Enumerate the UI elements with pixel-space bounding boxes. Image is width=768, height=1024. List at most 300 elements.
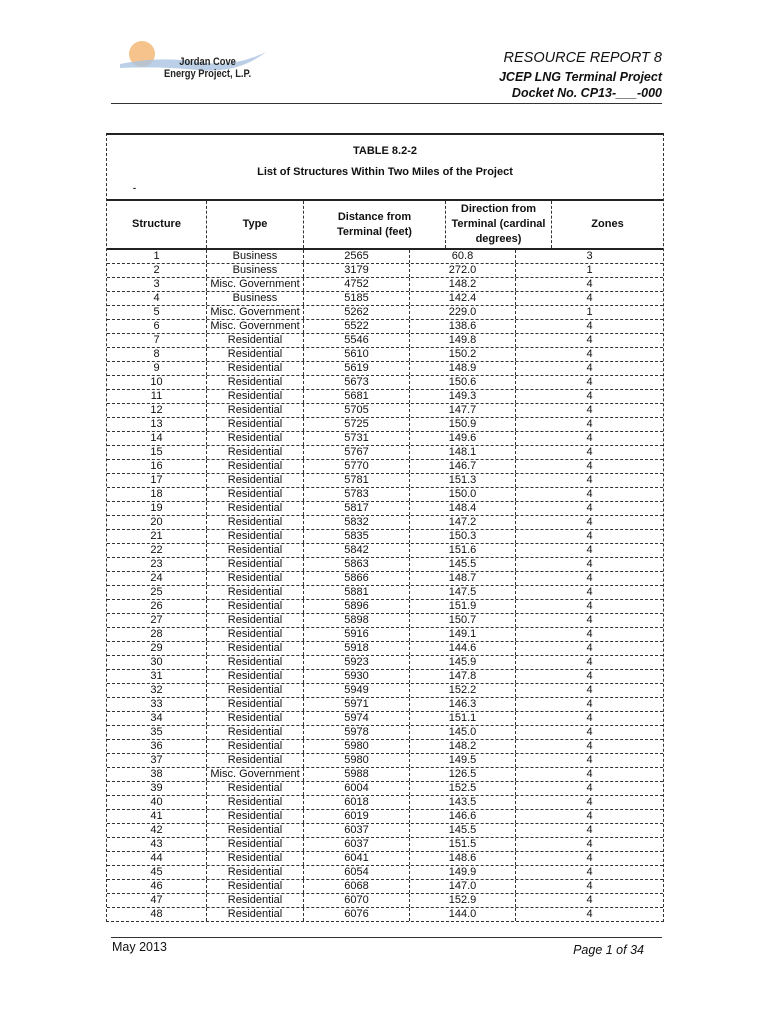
report-title: RESOURCE REPORT 8 xyxy=(503,50,662,66)
cell-direction: 151.6 xyxy=(410,544,516,557)
cell-distance: 5988 xyxy=(304,768,410,781)
cell-direction: 142.4 xyxy=(410,292,516,305)
cell-direction: 150.2 xyxy=(410,348,516,361)
cell-direction: 147.5 xyxy=(410,586,516,599)
table-header-row xyxy=(107,201,663,250)
cell-distance: 5978 xyxy=(304,726,410,739)
cell-type: Residential xyxy=(207,376,304,389)
cell-direction: 152.9 xyxy=(410,894,516,907)
cell-zones: 4 xyxy=(586,726,593,738)
cell-zones: 4 xyxy=(586,768,593,780)
table-row xyxy=(107,334,663,348)
table-row xyxy=(107,796,663,810)
cell-structure: 42 xyxy=(107,824,207,837)
table-row xyxy=(107,348,663,362)
cell-type: Residential xyxy=(207,600,304,613)
cell-zones: 4 xyxy=(586,446,593,458)
cell-zones: 4 xyxy=(586,292,593,304)
table-row xyxy=(107,390,663,404)
table-row xyxy=(107,572,663,586)
cell-type: Residential xyxy=(207,488,304,501)
column-header-zones: Zones xyxy=(591,218,624,230)
table-row xyxy=(107,698,663,712)
cell-type: Residential xyxy=(207,348,304,361)
cell-direction: 150.9 xyxy=(410,418,516,431)
cell-structure: 23 xyxy=(107,558,207,571)
cell-distance: 5731 xyxy=(304,432,410,445)
cell-zones: 4 xyxy=(586,390,593,402)
cell-direction: 148.4 xyxy=(410,502,516,515)
cell-zones: 4 xyxy=(586,642,593,654)
cell-zones: 4 xyxy=(586,698,593,710)
logo-line1: Jordan Cove xyxy=(179,56,236,68)
cell-distance: 6037 xyxy=(304,838,410,851)
cell-direction: 146.3 xyxy=(410,698,516,711)
cell-zones: 4 xyxy=(586,278,593,290)
cell-structure: 20 xyxy=(107,516,207,529)
cell-direction: 149.9 xyxy=(410,866,516,879)
table-row xyxy=(107,894,663,908)
column-header-structure: Structure xyxy=(107,201,207,248)
cell-type: Residential xyxy=(207,586,304,599)
column-header-direction: Direction from Terminal (cardinal degrees) xyxy=(446,201,552,248)
cell-direction: 147.7 xyxy=(410,404,516,417)
cell-type: Misc. Government xyxy=(207,306,304,319)
cell-type: Residential xyxy=(207,796,304,809)
cell-structure: 21 xyxy=(107,530,207,543)
cell-type: Residential xyxy=(207,670,304,683)
table-row xyxy=(107,362,663,376)
cell-distance: 5898 xyxy=(304,614,410,627)
cell-type: Residential xyxy=(207,908,304,921)
cell-structure: 5 xyxy=(107,306,207,319)
cell-type: Residential xyxy=(207,432,304,445)
table-row xyxy=(107,740,663,754)
cell-distance: 5832 xyxy=(304,516,410,529)
cell-distance: 6018 xyxy=(304,796,410,809)
cell-type: Residential xyxy=(207,838,304,851)
table-row xyxy=(107,782,663,796)
cell-type: Residential xyxy=(207,642,304,655)
cell-zones: 4 xyxy=(586,810,593,822)
cell-distance: 5817 xyxy=(304,502,410,515)
cell-structure: 38 xyxy=(107,768,207,781)
cell-type: Residential xyxy=(207,460,304,473)
cell-structure: 34 xyxy=(107,712,207,725)
cell-type: Misc. Government xyxy=(207,768,304,781)
cell-structure: 16 xyxy=(107,460,207,473)
cell-zones: 4 xyxy=(586,516,593,528)
cell-distance: 5896 xyxy=(304,600,410,613)
cell-zones: 4 xyxy=(586,796,593,808)
table-row xyxy=(107,726,663,740)
cell-distance: 4752 xyxy=(304,278,410,291)
cell-direction: 148.6 xyxy=(410,852,516,865)
table-row xyxy=(107,880,663,894)
cell-zones: 4 xyxy=(586,502,593,514)
cell-zones: 4 xyxy=(586,404,593,416)
cell-type: Residential xyxy=(207,390,304,403)
cell-distance: 5673 xyxy=(304,376,410,389)
table-body xyxy=(107,250,663,921)
cell-distance: 5262 xyxy=(304,306,410,319)
table-row xyxy=(107,866,663,880)
note-mark: - xyxy=(133,183,136,193)
cell-distance: 5971 xyxy=(304,698,410,711)
cell-zones: 4 xyxy=(586,348,593,360)
cell-structure: 45 xyxy=(107,866,207,879)
table-row xyxy=(107,264,663,278)
cell-distance: 6041 xyxy=(304,852,410,865)
cell-direction: 152.5 xyxy=(410,782,516,795)
cell-direction: 229.0 xyxy=(410,306,516,319)
cell-distance: 5916 xyxy=(304,628,410,641)
table-row xyxy=(107,292,663,306)
table-row xyxy=(107,446,663,460)
cell-zones: 4 xyxy=(586,334,593,346)
table-row xyxy=(107,530,663,544)
table-row xyxy=(107,852,663,866)
cell-direction: 60.8 xyxy=(410,250,516,263)
cell-structure: 30 xyxy=(107,656,207,669)
cell-type: Residential xyxy=(207,446,304,459)
project-name: JCEP LNG Terminal Project xyxy=(498,70,662,84)
cell-structure: 46 xyxy=(107,880,207,893)
cell-distance: 5949 xyxy=(304,684,410,697)
table-row xyxy=(107,768,663,782)
cell-structure: 28 xyxy=(107,628,207,641)
cell-distance: 5610 xyxy=(304,348,410,361)
cell-structure: 13 xyxy=(107,418,207,431)
cell-type: Residential xyxy=(207,810,304,823)
cell-type: Residential xyxy=(207,362,304,375)
cell-direction: 126.5 xyxy=(410,768,516,781)
cell-distance: 3179 xyxy=(304,264,410,277)
cell-distance: 5974 xyxy=(304,712,410,725)
cell-type: Residential xyxy=(207,754,304,767)
cell-structure: 18 xyxy=(107,488,207,501)
cell-zones: 4 xyxy=(586,628,593,640)
cell-distance: 5881 xyxy=(304,586,410,599)
cell-direction: 272.0 xyxy=(410,264,516,277)
cell-zones: 4 xyxy=(586,488,593,500)
cell-structure: 1 xyxy=(107,250,207,263)
cell-zones: 4 xyxy=(586,866,593,878)
table-row xyxy=(107,838,663,852)
table-row xyxy=(107,908,663,921)
column-header-type: Type xyxy=(207,201,304,248)
cell-direction: 149.8 xyxy=(410,334,516,347)
cell-zones: 1 xyxy=(586,306,593,318)
table-row xyxy=(107,250,663,264)
cell-direction: 152.2 xyxy=(410,684,516,697)
cell-direction: 150.6 xyxy=(410,376,516,389)
cell-direction: 144.0 xyxy=(410,908,516,921)
cell-distance: 5866 xyxy=(304,572,410,585)
cell-type: Residential xyxy=(207,544,304,557)
table-row xyxy=(107,544,663,558)
cell-type: Residential xyxy=(207,712,304,725)
cell-zones: 4 xyxy=(586,740,593,752)
cell-type: Residential xyxy=(207,656,304,669)
docket-number: Docket No. CP13-___-000 xyxy=(511,86,662,100)
cell-type: Residential xyxy=(207,516,304,529)
cell-zones: 4 xyxy=(586,880,593,892)
cell-distance: 5546 xyxy=(304,334,410,347)
cell-structure: 10 xyxy=(107,376,207,389)
table-row xyxy=(107,810,663,824)
cell-zones: 4 xyxy=(586,460,593,472)
table-row xyxy=(107,824,663,838)
table-row xyxy=(107,558,663,572)
table-row xyxy=(107,712,663,726)
cell-zones: 4 xyxy=(586,670,593,682)
cell-structure: 25 xyxy=(107,586,207,599)
cell-type: Residential xyxy=(207,530,304,543)
table-row xyxy=(107,404,663,418)
table-row xyxy=(107,754,663,768)
cell-zones: 3 xyxy=(586,250,593,262)
cell-type: Residential xyxy=(207,684,304,697)
cell-type: Residential xyxy=(207,404,304,417)
cell-direction: 145.5 xyxy=(410,824,516,837)
cell-structure: 4 xyxy=(107,292,207,305)
cell-type: Residential xyxy=(207,866,304,879)
cell-structure: 14 xyxy=(107,432,207,445)
cell-distance: 5681 xyxy=(304,390,410,403)
cell-direction: 150.0 xyxy=(410,488,516,501)
table-row xyxy=(107,670,663,684)
cell-type: Residential xyxy=(207,782,304,795)
cell-zones: 4 xyxy=(586,544,593,556)
cell-structure: 3 xyxy=(107,278,207,291)
cell-distance: 5980 xyxy=(304,754,410,767)
cell-zones: 4 xyxy=(586,530,593,542)
cell-structure: 37 xyxy=(107,754,207,767)
cell-distance: 6019 xyxy=(304,810,410,823)
cell-structure: 47 xyxy=(107,894,207,907)
cell-zones: 4 xyxy=(586,908,593,920)
cell-type: Residential xyxy=(207,614,304,627)
cell-direction: 147.2 xyxy=(410,516,516,529)
cell-structure: 32 xyxy=(107,684,207,697)
cell-direction: 148.2 xyxy=(410,278,516,291)
cell-direction: 147.0 xyxy=(410,880,516,893)
table-row xyxy=(107,600,663,614)
cell-type: Business xyxy=(207,250,304,263)
cell-type: Residential xyxy=(207,502,304,515)
cell-type: Business xyxy=(207,264,304,277)
cell-zones: 4 xyxy=(586,558,593,570)
cell-zones: 4 xyxy=(586,782,593,794)
footer-date: May 2013 xyxy=(112,940,167,954)
cell-structure: 26 xyxy=(107,600,207,613)
cell-direction: 151.3 xyxy=(410,474,516,487)
cell-direction: 145.9 xyxy=(410,656,516,669)
cell-distance: 5783 xyxy=(304,488,410,501)
cell-distance: 5619 xyxy=(304,362,410,375)
table-row xyxy=(107,320,663,334)
cell-zones: 4 xyxy=(586,614,593,626)
cell-zones: 4 xyxy=(586,600,593,612)
cell-zones: 1 xyxy=(586,264,593,276)
cell-structure: 2 xyxy=(107,264,207,277)
cell-structure: 35 xyxy=(107,726,207,739)
cell-structure: 15 xyxy=(107,446,207,459)
page-number: Page 1 of 34 xyxy=(573,943,644,957)
cell-direction: 149.3 xyxy=(410,390,516,403)
cell-structure: 11 xyxy=(107,390,207,403)
cell-direction: 150.3 xyxy=(410,530,516,543)
cell-type: Residential xyxy=(207,894,304,907)
cell-zones: 4 xyxy=(586,362,593,374)
cell-direction: 148.9 xyxy=(410,362,516,375)
cell-type: Misc. Government xyxy=(207,278,304,291)
table-row xyxy=(107,684,663,698)
header-divider xyxy=(111,103,662,104)
cell-structure: 41 xyxy=(107,810,207,823)
cell-direction: 151.9 xyxy=(410,600,516,613)
cell-type: Residential xyxy=(207,334,304,347)
cell-structure: 24 xyxy=(107,572,207,585)
cell-distance: 5863 xyxy=(304,558,410,571)
table-row xyxy=(107,586,663,600)
cell-structure: 39 xyxy=(107,782,207,795)
cell-distance: 6054 xyxy=(304,866,410,879)
cell-structure: 36 xyxy=(107,740,207,753)
cell-zones: 4 xyxy=(586,320,593,332)
cell-structure: 9 xyxy=(107,362,207,375)
cell-type: Residential xyxy=(207,418,304,431)
cell-direction: 150.7 xyxy=(410,614,516,627)
cell-structure: 8 xyxy=(107,348,207,361)
cell-distance: 6068 xyxy=(304,880,410,893)
cell-distance: 5980 xyxy=(304,740,410,753)
cell-zones: 4 xyxy=(586,894,593,906)
cell-direction: 147.8 xyxy=(410,670,516,683)
table-row xyxy=(107,376,663,390)
cell-structure: 27 xyxy=(107,614,207,627)
cell-type: Residential xyxy=(207,726,304,739)
cell-type: Business xyxy=(207,292,304,305)
cell-type: Residential xyxy=(207,572,304,585)
structures-table xyxy=(106,133,664,922)
cell-distance: 5770 xyxy=(304,460,410,473)
table-row xyxy=(107,418,663,432)
cell-distance: 5705 xyxy=(304,404,410,417)
cell-distance: 5767 xyxy=(304,446,410,459)
cell-zones: 4 xyxy=(586,712,593,724)
table-title-box xyxy=(107,135,663,201)
cell-type: Residential xyxy=(207,474,304,487)
cell-structure: 48 xyxy=(107,908,207,921)
cell-direction: 148.2 xyxy=(410,740,516,753)
cell-structure: 22 xyxy=(107,544,207,557)
cell-direction: 138.6 xyxy=(410,320,516,333)
cell-distance: 2565 xyxy=(304,250,410,263)
cell-structure: 44 xyxy=(107,852,207,865)
cell-structure: 33 xyxy=(107,698,207,711)
column-header-distance: Distance from Terminal (feet) xyxy=(304,201,446,248)
cell-type: Residential xyxy=(207,558,304,571)
cell-zones: 4 xyxy=(586,572,593,584)
cell-type: Residential xyxy=(207,880,304,893)
cell-distance: 5185 xyxy=(304,292,410,305)
cell-distance: 5923 xyxy=(304,656,410,669)
cell-structure: 29 xyxy=(107,642,207,655)
cell-distance: 5522 xyxy=(304,320,410,333)
cell-distance: 5918 xyxy=(304,642,410,655)
table-row xyxy=(107,474,663,488)
cell-direction: 149.6 xyxy=(410,432,516,445)
cell-direction: 143.5 xyxy=(410,796,516,809)
cell-type: Misc. Government xyxy=(207,320,304,333)
cell-distance: 5930 xyxy=(304,670,410,683)
table-row xyxy=(107,488,663,502)
table-row xyxy=(107,628,663,642)
cell-zones: 4 xyxy=(586,684,593,696)
cell-direction: 145.5 xyxy=(410,558,516,571)
cell-zones: 4 xyxy=(586,432,593,444)
cell-direction: 151.1 xyxy=(410,712,516,725)
cell-distance: 6004 xyxy=(304,782,410,795)
cell-direction: 145.0 xyxy=(410,726,516,739)
cell-zones: 4 xyxy=(586,474,593,486)
table-title: List of Structures Within Two Miles of the Project xyxy=(257,166,513,178)
cell-direction: 144.6 xyxy=(410,642,516,655)
cell-type: Residential xyxy=(207,628,304,641)
table-row xyxy=(107,656,663,670)
cell-direction: 146.7 xyxy=(410,460,516,473)
cell-direction: 151.5 xyxy=(410,838,516,851)
table-row xyxy=(107,460,663,474)
cell-distance: 5725 xyxy=(304,418,410,431)
cell-direction: 146.6 xyxy=(410,810,516,823)
cell-zones: 4 xyxy=(586,376,593,388)
table-row xyxy=(107,278,663,292)
cell-distance: 6076 xyxy=(304,908,410,921)
cell-distance: 6070 xyxy=(304,894,410,907)
cell-distance: 5781 xyxy=(304,474,410,487)
cell-structure: 40 xyxy=(107,796,207,809)
table-row xyxy=(107,642,663,656)
cell-structure: 7 xyxy=(107,334,207,347)
table-row xyxy=(107,432,663,446)
cell-direction: 149.5 xyxy=(410,754,516,767)
cell-type: Residential xyxy=(207,740,304,753)
cell-type: Residential xyxy=(207,852,304,865)
cell-direction: 148.7 xyxy=(410,572,516,585)
logo-line2: Energy Project, L.P. xyxy=(164,68,252,80)
cell-direction: 149.1 xyxy=(410,628,516,641)
cell-structure: 12 xyxy=(107,404,207,417)
cell-distance: 6037 xyxy=(304,824,410,837)
cell-distance: 5835 xyxy=(304,530,410,543)
cell-structure: 6 xyxy=(107,320,207,333)
cell-type: Residential xyxy=(207,698,304,711)
table-row xyxy=(107,306,663,320)
cell-structure: 31 xyxy=(107,670,207,683)
cell-distance: 5842 xyxy=(304,544,410,557)
cell-structure: 19 xyxy=(107,502,207,515)
cell-zones: 4 xyxy=(586,824,593,836)
cell-zones: 4 xyxy=(586,656,593,668)
cell-zones: 4 xyxy=(586,586,593,598)
cell-zones: 4 xyxy=(586,852,593,864)
cell-zones: 4 xyxy=(586,754,593,766)
table-row xyxy=(107,502,663,516)
cell-structure: 43 xyxy=(107,838,207,851)
